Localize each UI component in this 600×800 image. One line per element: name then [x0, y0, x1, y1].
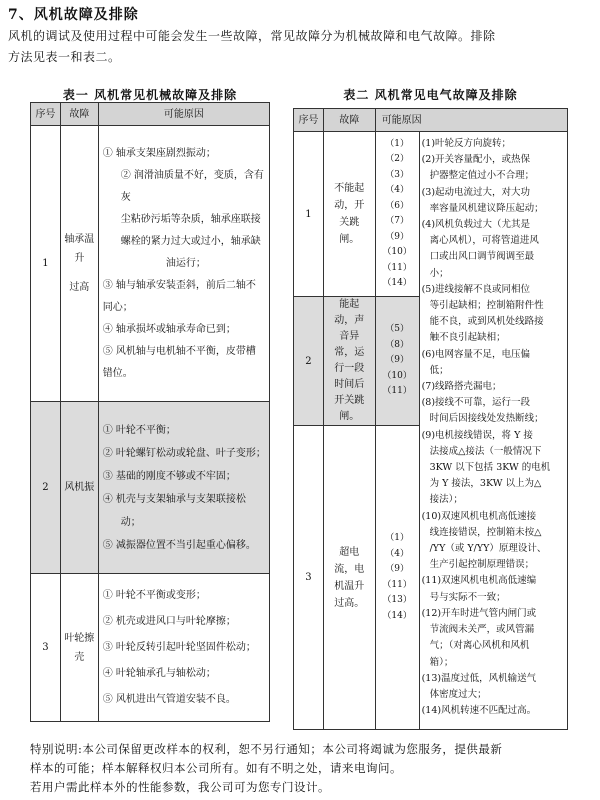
cause-line: ② 润滑油质量不好，变质，含有灰 [120, 169, 264, 203]
footer-line: 若用户需此样本外的性能参数，我公司可为您专门设计。 [30, 780, 330, 794]
cause-line: (2)开关容量配小，或热保 [421, 154, 531, 166]
cause-line: ⑤ 风机轴与电机轴不平衡，皮带槽 [102, 345, 256, 357]
cause-line: 生产引起控制原理错误； [429, 559, 535, 571]
cause-line: ③ 基础的刚度不够或不牢固； [102, 470, 236, 482]
cause-line: 同心； [102, 301, 133, 313]
fault-text: 过高 [69, 282, 90, 293]
cause-code: （1） [385, 138, 409, 149]
fault-text: 关跳 [339, 217, 360, 228]
cause-code: （4） [385, 548, 409, 559]
cause-line: ① 叶轮不平衡或变形； [102, 589, 206, 601]
cause-code-cell [375, 297, 419, 426]
cause-line: ① 轴承支架座剧烈振动； [102, 147, 216, 159]
cause-line: 离心风机），可将管道进风 [429, 235, 539, 247]
footer-line: 特别说明:本公司保留更改样本的权利，恕不另行通知；本公司将竭诚为您服务，提供最新 [30, 742, 503, 756]
fault-text: 能起 [339, 299, 360, 310]
fault-text: 音异 [339, 331, 360, 342]
cause-cell [98, 402, 269, 574]
table-row [31, 126, 270, 402]
cause-line: (11)双速风机电机高低速编 [421, 575, 537, 587]
table-row [31, 402, 270, 574]
fault-cell [60, 574, 98, 722]
cause-line: (13)温度过低，风机输送气 [421, 672, 537, 684]
electrical-fault-table [293, 108, 568, 730]
cause-code: （1） [385, 533, 409, 543]
cause-cell [98, 574, 269, 722]
cause-code: （9） [385, 355, 409, 366]
fault-cell [323, 297, 375, 426]
electrical-cause-list [419, 132, 567, 730]
cause-code: （9） [385, 231, 409, 242]
cause-line: 号与实际不一致； [429, 591, 506, 603]
cause-code: （7） [385, 216, 409, 226]
cause-line: 口或出风口调节阀调至最 [429, 251, 535, 263]
fault-text: 轴承温升 [64, 234, 95, 264]
cause-line: (6)电网容量不足，电压偏 [421, 348, 531, 360]
cause-line: 箱）； [429, 656, 454, 668]
row-number: 1 [31, 126, 61, 402]
cause-code: （8） [385, 339, 409, 350]
fault-cell [323, 132, 375, 297]
fault-text: 开关跳 [334, 395, 365, 406]
cause-line: (10)双速风机电机高低速接 [421, 510, 537, 522]
cause-line: 率容量风机建议降压起动； [429, 202, 544, 214]
fault-text: 闸。 [339, 411, 360, 422]
cause-line: 3KW 以下包括 3KW 的电机 [429, 462, 551, 474]
cause-code: （10） [382, 370, 412, 381]
cause-line: (4)风机负载过大（尤其是 [421, 219, 531, 231]
cause-code: （4） [385, 185, 409, 195]
cause-code: （13） [382, 595, 412, 605]
cause-line: 等引起缺相；控制箱附件性 [429, 300, 544, 312]
cause-line: 节流阀未关严，或风管漏 [429, 624, 535, 636]
cause-line: ② 机壳或进风口与叶轮摩擦； [102, 615, 236, 627]
cause-line: ④ 叶轮轴承孔与轴松动； [102, 667, 216, 679]
fault-text: 动，声 [334, 315, 365, 326]
intro-line: 方法见表一和表二。 [8, 50, 121, 64]
cause-line: (12)开车时进气管内闸门或 [421, 607, 537, 619]
cause-line: 线连接错误，控制箱未按△ [429, 526, 542, 538]
header-fault: 故障 [323, 109, 375, 132]
cause-code-cell [375, 426, 419, 730]
cause-line: ③ 轴与轴承安装歪斜，前后二轴不 [102, 279, 256, 291]
cause-code-cell [375, 132, 419, 297]
fault-text: 行一段 [334, 363, 365, 374]
cause-line: 为 Y 接法，3KW 以上为△ [429, 478, 542, 490]
cause-line: 时间后因接线处发热断线； [429, 413, 544, 425]
cause-line: /YY（或 Y/YY）原理设计、 [429, 543, 547, 555]
fault-cell [60, 402, 98, 574]
cause-code: （11） [382, 386, 412, 397]
fault-text: 闸。 [339, 234, 360, 245]
cause-line: 接法）； [429, 494, 463, 506]
cause-line: ⑤ 减振器位置不当引起重心偏移。 [102, 539, 256, 551]
cause-code: （3） [385, 169, 409, 180]
row-number: 3 [31, 574, 61, 722]
cause-line: 低； [429, 364, 449, 376]
cause-line: ① 叶轮不平衡； [102, 424, 176, 436]
cause-line: ③ 叶轮反转引起叶轮坚固件松动； [102, 641, 256, 653]
row-number: 1 [294, 132, 324, 297]
cause-line: ⑤ 风机进出气管道安装不良。 [102, 693, 236, 705]
fault-text: 常，运 [334, 347, 365, 358]
fault-text: 时间后 [334, 379, 365, 390]
cause-line: ④ 机壳与支架轴承与支架联接松 [102, 493, 246, 505]
header-cause: 可能原因 [375, 109, 567, 132]
cause-line: 气；（对离心风机和风机 [429, 640, 530, 652]
fault-text: 机温升 [334, 580, 365, 592]
cause-code: （9） [385, 564, 409, 574]
cause-line: (8)接线不可靠，运行一段 [421, 397, 531, 409]
cause-line: (1)叶轮反方向旋转； [421, 138, 512, 149]
cause-code: （11） [382, 579, 412, 590]
section-title: 7、风机故障及排除 [8, 7, 139, 23]
fault-text: 流，电 [334, 563, 365, 575]
header-no: 序号 [294, 109, 324, 132]
cause-line: 体密度过大； [429, 688, 487, 700]
row-number: 2 [31, 402, 61, 574]
table-row [294, 132, 568, 297]
cause-code: （2） [385, 154, 409, 164]
fault-cell [323, 426, 375, 730]
cause-line: 螺栓的紧力过大或过小，轴承缺 [120, 235, 261, 247]
fault-text: 风机振 [64, 482, 95, 493]
intro-line: 风机的调试及使用过程中可能会发生一些故障，常见故障分为机械故障和电气故障。排除 [8, 29, 496, 43]
fault-text: 叶轮擦壳 [64, 632, 95, 663]
cause-line: 法接成△接法（一般情况下 [429, 445, 542, 457]
table-header-row [294, 109, 568, 132]
cause-line: 错位。 [102, 367, 133, 379]
header-cause: 可能原因 [98, 103, 269, 126]
fault-text: 不能起 [334, 183, 365, 194]
cause-code: （11） [382, 262, 412, 273]
intro-paragraph [8, 26, 594, 68]
cause-line: 触不良引起缺相； [429, 332, 506, 344]
cause-code: （14） [382, 610, 412, 621]
table1-caption: 表一 风机常见机械故障及排除 [62, 88, 238, 102]
fault-text: 动，开 [334, 200, 365, 211]
cause-line: ④ 轴承损坏或轴承寿命已到； [102, 323, 236, 335]
table-row [31, 574, 270, 722]
cause-line: ② 叶轮螺钉松动或轮盘、叶子变形； [102, 447, 266, 459]
cause-code: （10） [382, 247, 412, 257]
row-number: 2 [294, 297, 324, 426]
fault-text: 超电 [339, 546, 360, 558]
fault-cell [60, 126, 98, 402]
footer-note [30, 740, 594, 797]
row-number: 3 [294, 426, 324, 730]
cause-line: 能不良，或到风机处线路接 [429, 316, 544, 328]
fault-text: 过高。 [334, 597, 365, 609]
cause-line: 油运行； [165, 257, 206, 269]
footer-line: 样本的可能；样本解释权归本公司所有。如有不明之处，请来电询问。 [30, 761, 402, 775]
cause-cell [98, 126, 269, 402]
cause-code: （14） [382, 278, 412, 288]
cause-line: (14)风机转速不匹配过高。 [421, 705, 537, 717]
header-no: 序号 [31, 103, 61, 126]
mechanical-fault-table [30, 102, 270, 722]
table-header-row [31, 103, 270, 126]
cause-line: 小； [429, 267, 449, 279]
cause-line: 动； [120, 516, 141, 528]
table2-caption: 表二 风机常见电气故障及排除 [343, 88, 518, 102]
cause-code: （5） [385, 324, 409, 335]
cause-line: (7)线路搭壳漏电； [421, 381, 502, 393]
cause-line: (3)起动电流过大，对大功 [421, 186, 531, 198]
cause-line: 尘粘砂污垢等杂质，轴承座联接 [120, 213, 261, 225]
cause-line: (5)进线接解不良或同相位 [421, 283, 531, 295]
cause-line: (9)电机接线错误，将 Y 接 [421, 429, 533, 441]
header-fault: 故障 [60, 103, 98, 126]
cause-line: 护器整定值过小不合理； [429, 170, 535, 182]
cause-code: （6） [385, 200, 409, 211]
